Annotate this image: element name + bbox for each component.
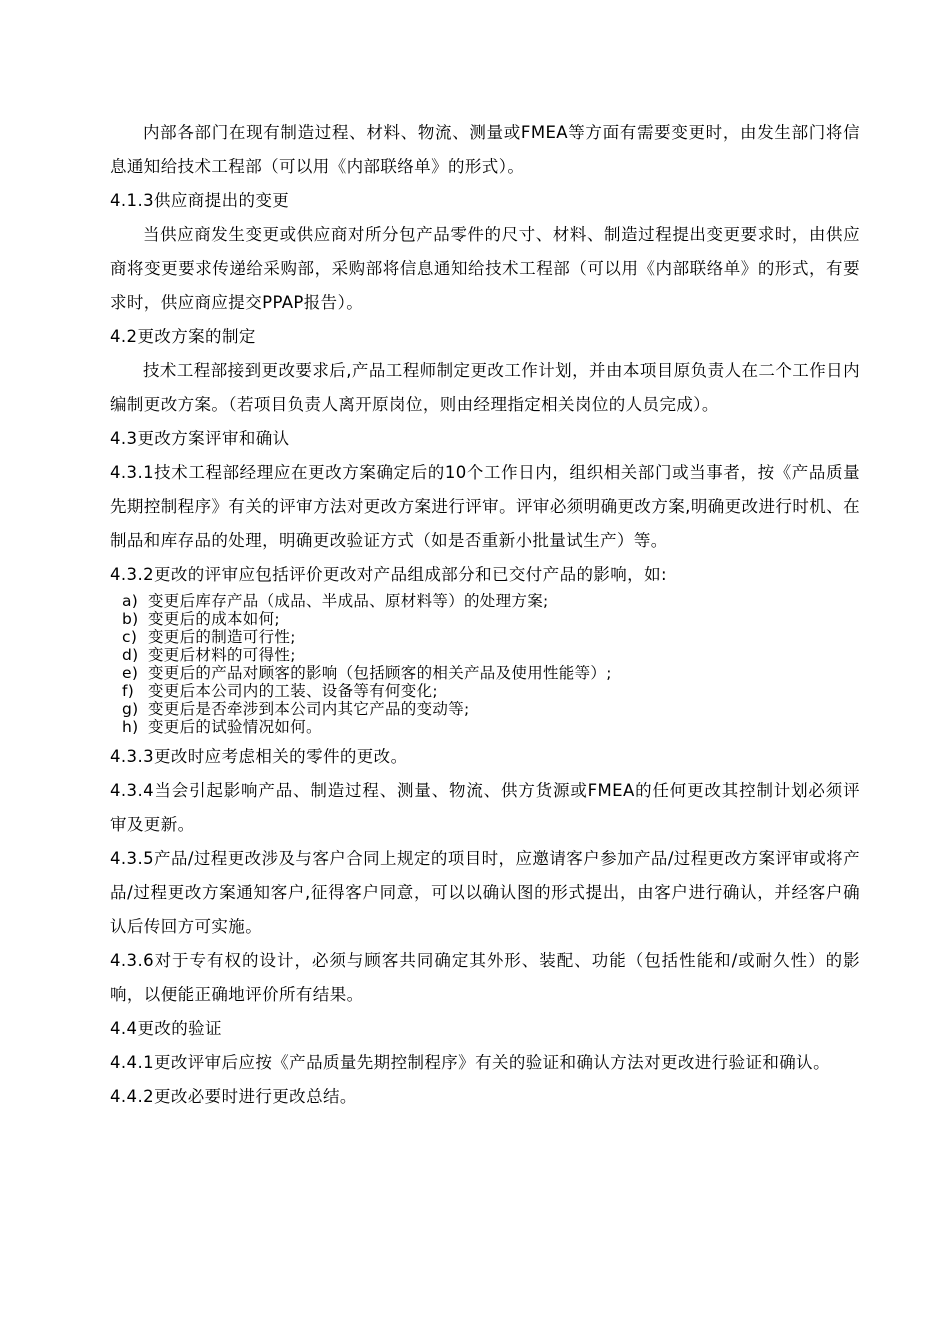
list-item (110, 628, 860, 646)
heading-4-4: 4.4更改的验证 (110, 1019, 222, 1038)
heading-4-1-3: 4.1.3供应商提出的变更 (110, 191, 290, 210)
list-item (110, 700, 860, 718)
document-body (110, 116, 860, 1114)
paragraph-4-3-1: 4.3.1技术工程部经理应在更改方案确定后的10个工作日内，组织相关部门或当事者，按《产品质量先期控制程序》有关的评审方法对更改方案进行评审。评审必须明确更改方案,明确更改进行时机、在制品和库存品的处理，明确更改验证方式（如是否重新小批量试生产）等。 (110, 463, 860, 550)
paragraph-4-1-3: 当供应商发生变更或供应商对所分包产品零件的尺寸、材料、制造过程提出变更要求时，由供应商将变更要求传递给采购部，采购部将信息通知给技术工程部（可以用《内部联络单》的形式，有要求时，供应商应提交PPAP报告）。 (110, 225, 860, 312)
paragraph-4-4-1: 4.4.1更改评审后应按《产品质量先期控制程序》有关的验证和确认方法对更改进行验证和确认。 (110, 1053, 830, 1072)
list-item (110, 718, 860, 736)
list-marker: b) (122, 610, 139, 628)
list-item (110, 664, 860, 682)
list-text: 变更后材料的可得性; (148, 646, 296, 664)
list-marker: f) (122, 682, 135, 700)
heading-4-3: 4.3更改方案评审和确认 (110, 429, 290, 448)
paragraph-4-3-2: 4.3.2更改的评审应包括评价更改对产品组成部分和已交付产品的影响，如: (110, 565, 667, 584)
list-marker: a) (122, 592, 139, 610)
list-marker: h) (122, 718, 139, 736)
paragraph-4-3-5: 4.3.5产品/过程更改涉及与客户合同上规定的项目时，应邀请客户参加产品/过程更改方案评审或将产品/过程更改方案通知客户,征得客户同意，可以以确认图的形式提出，由客户进行确认，并经客户确认后传回方可实施。 (110, 849, 860, 936)
list-text: 变更后库存产品（成品、半成品、原材料等）的处理方案; (148, 592, 549, 610)
list-item (110, 610, 860, 628)
paragraph-4-3-3: 4.3.3更改时应考虑相关的零件的更改。 (110, 747, 408, 766)
list-text: 变更后本公司内的工装、设备等有何变化; (148, 682, 438, 700)
list-text: 变更后的试验情况如何。 (148, 718, 322, 736)
list-text: 变更后的制造可行性; (148, 628, 296, 646)
list-text: 变更后是否牵涉到本公司内其它产品的变动等; (148, 700, 470, 718)
paragraph-internal-change: 内部各部门在现有制造过程、材料、物流、测量或FMEA等方面有需要变更时，由发生部门将信息通知给技术工程部（可以用《内部联络单》的形式）。 (110, 123, 860, 176)
paragraph-4-3-6: 4.3.6对于专有权的设计，必须与顾客共同确定其外形、装配、功能（包括性能和/或耐久性）的影响，以便能正确地评价所有结果。 (110, 951, 860, 1004)
list-item (110, 682, 860, 700)
paragraph-4-3-4: 4.3.4当会引起影响产品、制造过程、测量、物流、供方货源或FMEA的任何更改其控制计划必须评审及更新。 (110, 781, 860, 834)
list-4-3-2 (110, 592, 860, 736)
paragraph-4-2: 技术工程部接到更改要求后,产品工程师制定更改工作计划，并由本项目原负责人在二个工作日内编制更改方案。（若项目负责人离开原岗位，则由经理指定相关岗位的人员完成）。 (110, 361, 860, 414)
paragraph-4-4-2: 4.4.2更改必要时进行更改总结。 (110, 1087, 357, 1106)
list-item (110, 592, 860, 610)
list-text: 变更后的成本如何; (148, 610, 280, 628)
heading-4-2: 4.2更改方案的制定 (110, 327, 256, 346)
list-marker: c) (122, 628, 138, 646)
list-marker: d) (122, 646, 139, 664)
list-marker: g) (122, 700, 139, 718)
list-marker: e) (122, 664, 139, 682)
list-text: 变更后的产品对顾客的影响（包括顾客的相关产品及使用性能等）; (148, 664, 612, 682)
list-item (110, 646, 860, 664)
